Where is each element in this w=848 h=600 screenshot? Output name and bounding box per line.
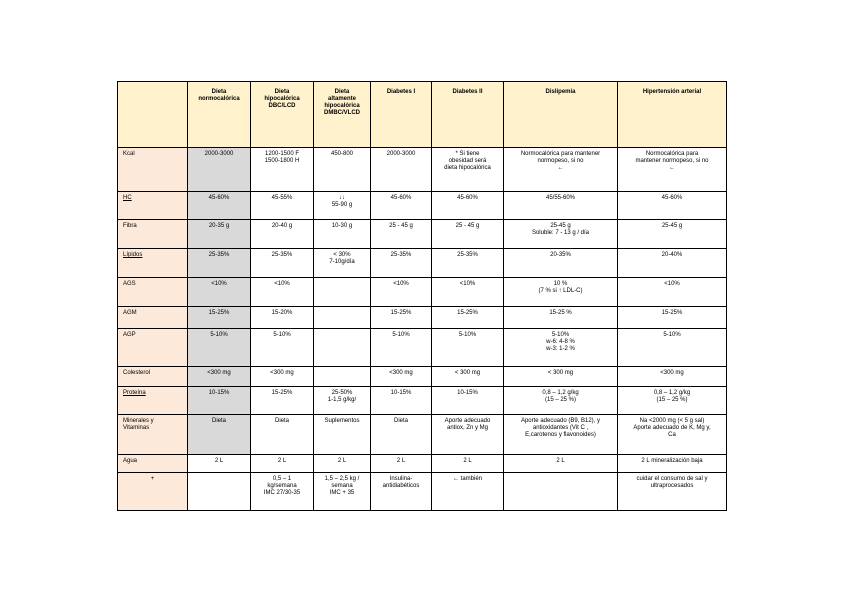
table-cell: Suplementos [314,415,371,455]
row-label: AGM [118,307,188,329]
table-cell: 2 L mineralización baja [618,455,727,473]
table-cell: <300 mg [618,367,727,387]
table-cell: 25-35% [371,249,432,278]
table-cell: < 300 mg [504,367,618,387]
row-label: Lípidos [118,249,188,278]
table-row [118,415,727,455]
table-cell: 45-60% [371,192,432,220]
table-cell: 25-45 g Soluble: 7 - 13 g / día [504,220,618,249]
table-cell: Na <2000 mg (< 5 g sal) Aporte adecuado de K, Mg y, Ca [618,415,727,455]
table-cell [188,473,251,511]
table-row [118,249,727,278]
table-cell: 0,8 – 1,2 g/kg (15 – 25 %) [504,387,618,415]
table-cell: <10% [188,278,251,307]
table-cell: <300 mg [188,367,251,387]
table-cell: 0,8 – 1,2 g/kg (15 – 25 %) [618,387,727,415]
table-cell: 20-35 g [188,220,251,249]
table-row [118,455,727,473]
table-cell: Dieta [251,415,314,455]
table-cell: 1200-1500 F 1500-1800 H [251,148,314,192]
table-cell [504,473,618,511]
diet-comparison-table [117,81,727,511]
table-cell: 45/55-60% [504,192,618,220]
row-label: AGP [118,329,188,367]
table-cell: <10% [432,278,504,307]
table-cell: 20-35% [504,249,618,278]
table-row [118,220,727,249]
table-cell: 25-35% [251,249,314,278]
table-cell: * Si tiene obesidad será dieta hipocalórica [432,148,504,192]
table-cell: 25-45 g [618,220,727,249]
table-cell: 10-15% [371,387,432,415]
table-cell: 15-25% [618,307,727,329]
table-cell: 2 L [432,455,504,473]
table-cell: 1,5 – 2,5 kg / semana IMC + 35 [314,473,371,511]
table-cell: Aporte adecuado (B9, B12), y antioxidantes (Vit C , E,carotenos y flavonoides) [504,415,618,455]
table-cell: Dieta [188,415,251,455]
row-label: + [118,473,188,511]
table-cell: 5-10% [618,329,727,367]
table-cell: 2 L [314,455,371,473]
table-cell: 25-50% 1-1,5 g/kg/ [314,387,371,415]
table-cell: 450-800 [314,148,371,192]
table-cell: 45-55% [251,192,314,220]
table-cell: 45-60% [188,192,251,220]
header-diabetes-2: Diabetes II [432,82,504,148]
table-cell: < 30% 7-10g/día [314,249,371,278]
table-cell: 2 L [504,455,618,473]
table-cell: 5-10% [188,329,251,367]
table-cell: <300 mg [371,367,432,387]
table-cell: Normocalórica para mantener normopeso, si no ← [504,148,618,192]
table-row [118,148,727,192]
row-label: HC [118,192,188,220]
table-cell: 5-10% [432,329,504,367]
row-label: Kcal [118,148,188,192]
table-cell: 2 L [371,455,432,473]
table-cell: 10 % (7 % si ↑ LDL-C) [504,278,618,307]
header-diabetes-1: Diabetes I [371,82,432,148]
header-row [118,82,727,148]
row-label: AGS [118,278,188,307]
table-row [118,307,727,329]
table-cell: 15-25 % [504,307,618,329]
table-cell: 20-40% [618,249,727,278]
table-cell: 10-15% [432,387,504,415]
table-cell [314,278,371,307]
table-cell: 5-10% [371,329,432,367]
header-dyslipidemia: Dislipemia [504,82,618,148]
table-cell: Aporte adecuado antiox, Zn y Mg [432,415,504,455]
table-cell: 15-25% [188,307,251,329]
row-label: Proteína [118,387,188,415]
table-row [118,473,727,511]
table-row [118,367,727,387]
table-cell: 45-60% [432,192,504,220]
row-label: Agua [118,455,188,473]
row-label: Colesterol [118,367,188,387]
table-cell: 5-10% w-6: 4-8 % w-3: 1-2 % [504,329,618,367]
table-cell: 15-20% [251,307,314,329]
header-very-low-calorie: Dieta altamente hipocalórica DMBC/VLCD [314,82,371,148]
table-cell: < 300 mg [432,367,504,387]
table-cell: 25 - 45 g [432,220,504,249]
table-cell: 15-25% [251,387,314,415]
table-cell: 20-40 g [251,220,314,249]
table-cell: 2000-3000 [371,148,432,192]
table-cell: Insulina- antidiabéticos [371,473,432,511]
table-cell: 0,5 – 1 kg/semana IMC 27/30-35 [251,473,314,511]
table-cell: 25 - 45 g [371,220,432,249]
table-cell [314,367,371,387]
table-cell [314,329,371,367]
table-row [118,278,727,307]
table-cell: 25-35% [188,249,251,278]
table-cell: Dieta [371,415,432,455]
table-cell: <10% [371,278,432,307]
header-normocaloric: Dieta normocalórica [188,82,251,148]
table-cell: ← también [432,473,504,511]
table-cell: 25-35% [432,249,504,278]
table-cell: <300 mg [251,367,314,387]
table-row [118,329,727,367]
row-label: Fibra [118,220,188,249]
table-cell: 15-25% [371,307,432,329]
table-cell: 2000-3000 [188,148,251,192]
table-row [118,387,727,415]
table-cell: Normocalórica para mantener normopeso, si no ← [618,148,727,192]
row-label: Minerales y Vitaminas [118,415,188,455]
table-cell: ↓↓ 55-90 g [314,192,371,220]
table-cell: 45-60% [618,192,727,220]
table-cell: 2 L [251,455,314,473]
header-hypocaloric: Dieta hipocalórica DBC/LCD [251,82,314,148]
table-cell: 10-15% [188,387,251,415]
table-cell: 5-10% [251,329,314,367]
corner-cell [118,82,188,148]
table-cell: cuidar el consumo de sal y ultraprocesados [618,473,727,511]
table-cell: <10% [251,278,314,307]
table-cell [314,307,371,329]
header-hypertension: Hipertensión arterial [618,82,727,148]
table-cell: 2 L [188,455,251,473]
table-cell: <10% [618,278,727,307]
table-cell: 15-25% [432,307,504,329]
table-cell: 10-30 g [314,220,371,249]
table-row [118,192,727,220]
